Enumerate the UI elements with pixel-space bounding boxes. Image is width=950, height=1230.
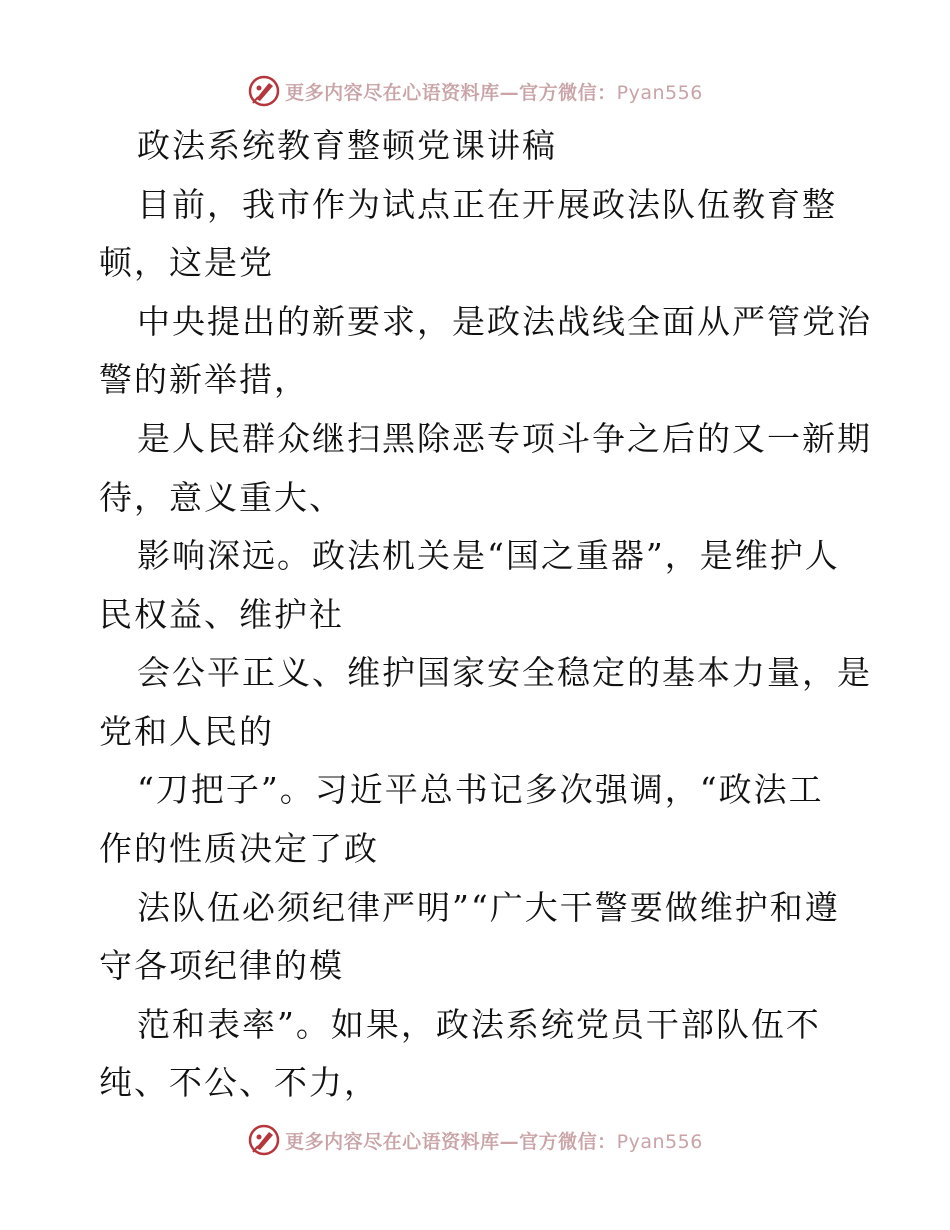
- body-line: 待，意义重大、: [99, 478, 344, 517]
- body-line: 影响深远。政法机关是“国之重器”，是维护人: [137, 536, 840, 575]
- body-line: 中央提出的新要求，是政法战线全面从严管党治: [137, 302, 872, 341]
- body-line: 法队伍必须纪律严明”“广大干警要做维护和遵: [137, 888, 840, 927]
- document-title: 政法系统教育整顿党课讲稿: [137, 126, 557, 165]
- watermark-text: 更多内容尽在心语资料库—官方微信：Pyan556: [285, 81, 703, 104]
- quill-logo-icon: [247, 74, 281, 108]
- watermark-text: 更多内容尽在心语资料库—官方微信：Pyan556: [285, 1130, 703, 1153]
- watermark-account: Pyan556: [616, 1130, 703, 1153]
- body-line: 守各项纪律的模: [99, 946, 344, 985]
- body-line: 民权益、维护社: [99, 595, 344, 634]
- watermark-account: Pyan556: [616, 81, 703, 104]
- body-line: 作的性质决定了政: [99, 829, 379, 868]
- body-line: 目前，我市作为试点正在开展政法队伍教育整: [137, 185, 837, 224]
- footer-watermark: [0, 1120, 950, 1160]
- body-line: 党和人民的: [99, 712, 274, 751]
- header-watermark: [0, 71, 950, 111]
- body-line: 范和表率”。如果，政法系统党员干部队伍不: [137, 1005, 821, 1044]
- body-line: 会公平正义、维护国家安全稳定的基本力量，是: [137, 653, 872, 692]
- body-line: 是人民群众继扫黑除恶专项斗争之后的又一新期: [137, 419, 872, 458]
- body-line: 警的新举措，: [99, 360, 309, 399]
- quill-logo-icon: [247, 1123, 281, 1157]
- body-line: 顿，这是党: [99, 243, 274, 282]
- body-line: 纯、不公、不力，: [99, 1063, 379, 1102]
- body-line: “刀把子”。习近平总书记多次强调，“政法工: [137, 770, 824, 809]
